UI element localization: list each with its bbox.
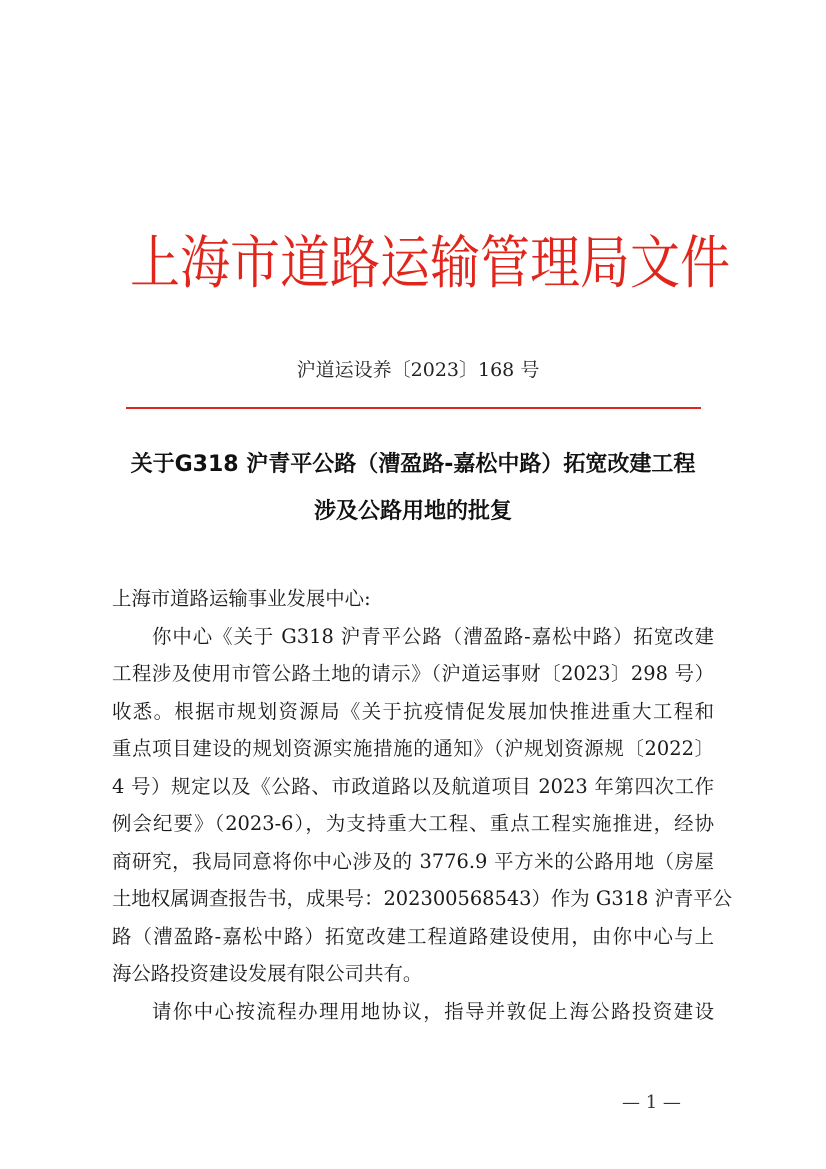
body-line: 土地权属调查报告书，成果号：202300568543）作为 G318 沪青平公 [112,887,733,910]
body-line: 收悉。根据市规划资源局《关于抗疫情促发展加快推进重大工程和 [112,699,714,723]
body-line: 你中心《关于 G318 沪青平公路（漕盈路-嘉松中路）拓宽改建 [152,624,714,648]
body-line: 工程涉及使用市管公路土地的请示》（沪道运事财〔2023〕298 号） [112,662,714,685]
body-line: 路（漕盈路-嘉松中路）拓宽改建工程道路建设使用，由你中心与上 [112,924,714,948]
body-line: 海公路投资建设发展有限公司共有。 [112,962,423,985]
document-title-line-2: 涉及公路用地的批复 [313,499,512,524]
page-number: — 1 — [622,1092,681,1113]
body-line: 例会纪要》（2023-6），为支持重大工程、重点工程实施推进，经协 [112,812,714,835]
document-title-line-1: 关于G318 沪青平公路（漕盈路-嘉松中路）拓宽改建工程 [130,452,696,477]
document-body [112,580,733,1030]
issuer-title: 上海市道路运输管理局文件 [130,229,730,297]
body-line: 重点项目建设的规划资源实施措施的通知》（沪规划资源规〔2022〕 [112,737,714,760]
body-line: 商研究，我局同意将你中心涉及的 3776.9 平方米的公路用地（房屋 [112,849,714,873]
red-divider-line [126,407,701,409]
body-line: 请你中心按流程办理用地协议，指导并敦促上海公路投资建设 [152,999,714,1023]
document-number: 沪道运设养〔2023〕168 号 [296,359,540,381]
addressee: 上海市道路运输事业发展中心: [112,587,371,610]
body-line: 4 号）规定以及《公路、市政道路以及航道项目 2023 年第四次工作 [112,774,714,798]
